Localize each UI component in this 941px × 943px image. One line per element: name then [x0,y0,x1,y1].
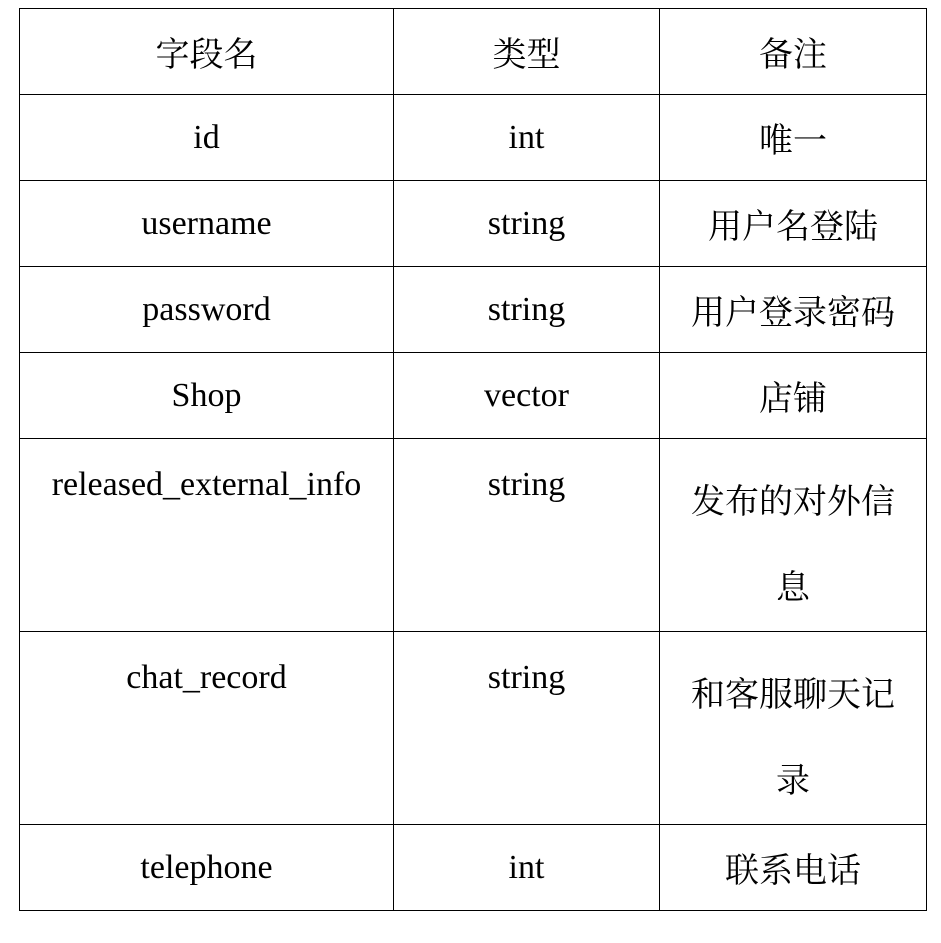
table-row [20,439,927,632]
note-cell: 用户名登陆 [660,181,927,267]
table-row [20,95,927,181]
header-type: 类型 [394,9,660,95]
table-row [20,825,927,911]
type-cell: int [394,95,660,181]
field-cell: password [20,267,394,353]
note-cell: 和客服聊天记录 [660,632,927,825]
field-cell: Shop [20,353,394,439]
field-cell: telephone [20,825,394,911]
header-note: 备注 [660,9,927,95]
type-cell: int [394,825,660,911]
type-cell: vector [394,353,660,439]
field-cell: chat_record [20,632,394,825]
type-cell: string [394,632,660,825]
note-cell: 唯一 [660,95,927,181]
note-cell: 联系电话 [660,825,927,911]
field-cell: username [20,181,394,267]
field-cell: id [20,95,394,181]
type-cell: string [394,439,660,632]
note-cell: 发布的对外信息 [660,439,927,632]
header-field-name: 字段名 [20,9,394,95]
table-row [20,632,927,825]
field-cell: released_external_info [20,439,394,632]
table-row [20,181,927,267]
type-cell: string [394,181,660,267]
schema-table [19,8,927,911]
note-cell: 用户登录密码 [660,267,927,353]
table-header-row [20,9,927,95]
type-cell: string [394,267,660,353]
note-cell: 店铺 [660,353,927,439]
table-row [20,267,927,353]
table-row [20,353,927,439]
